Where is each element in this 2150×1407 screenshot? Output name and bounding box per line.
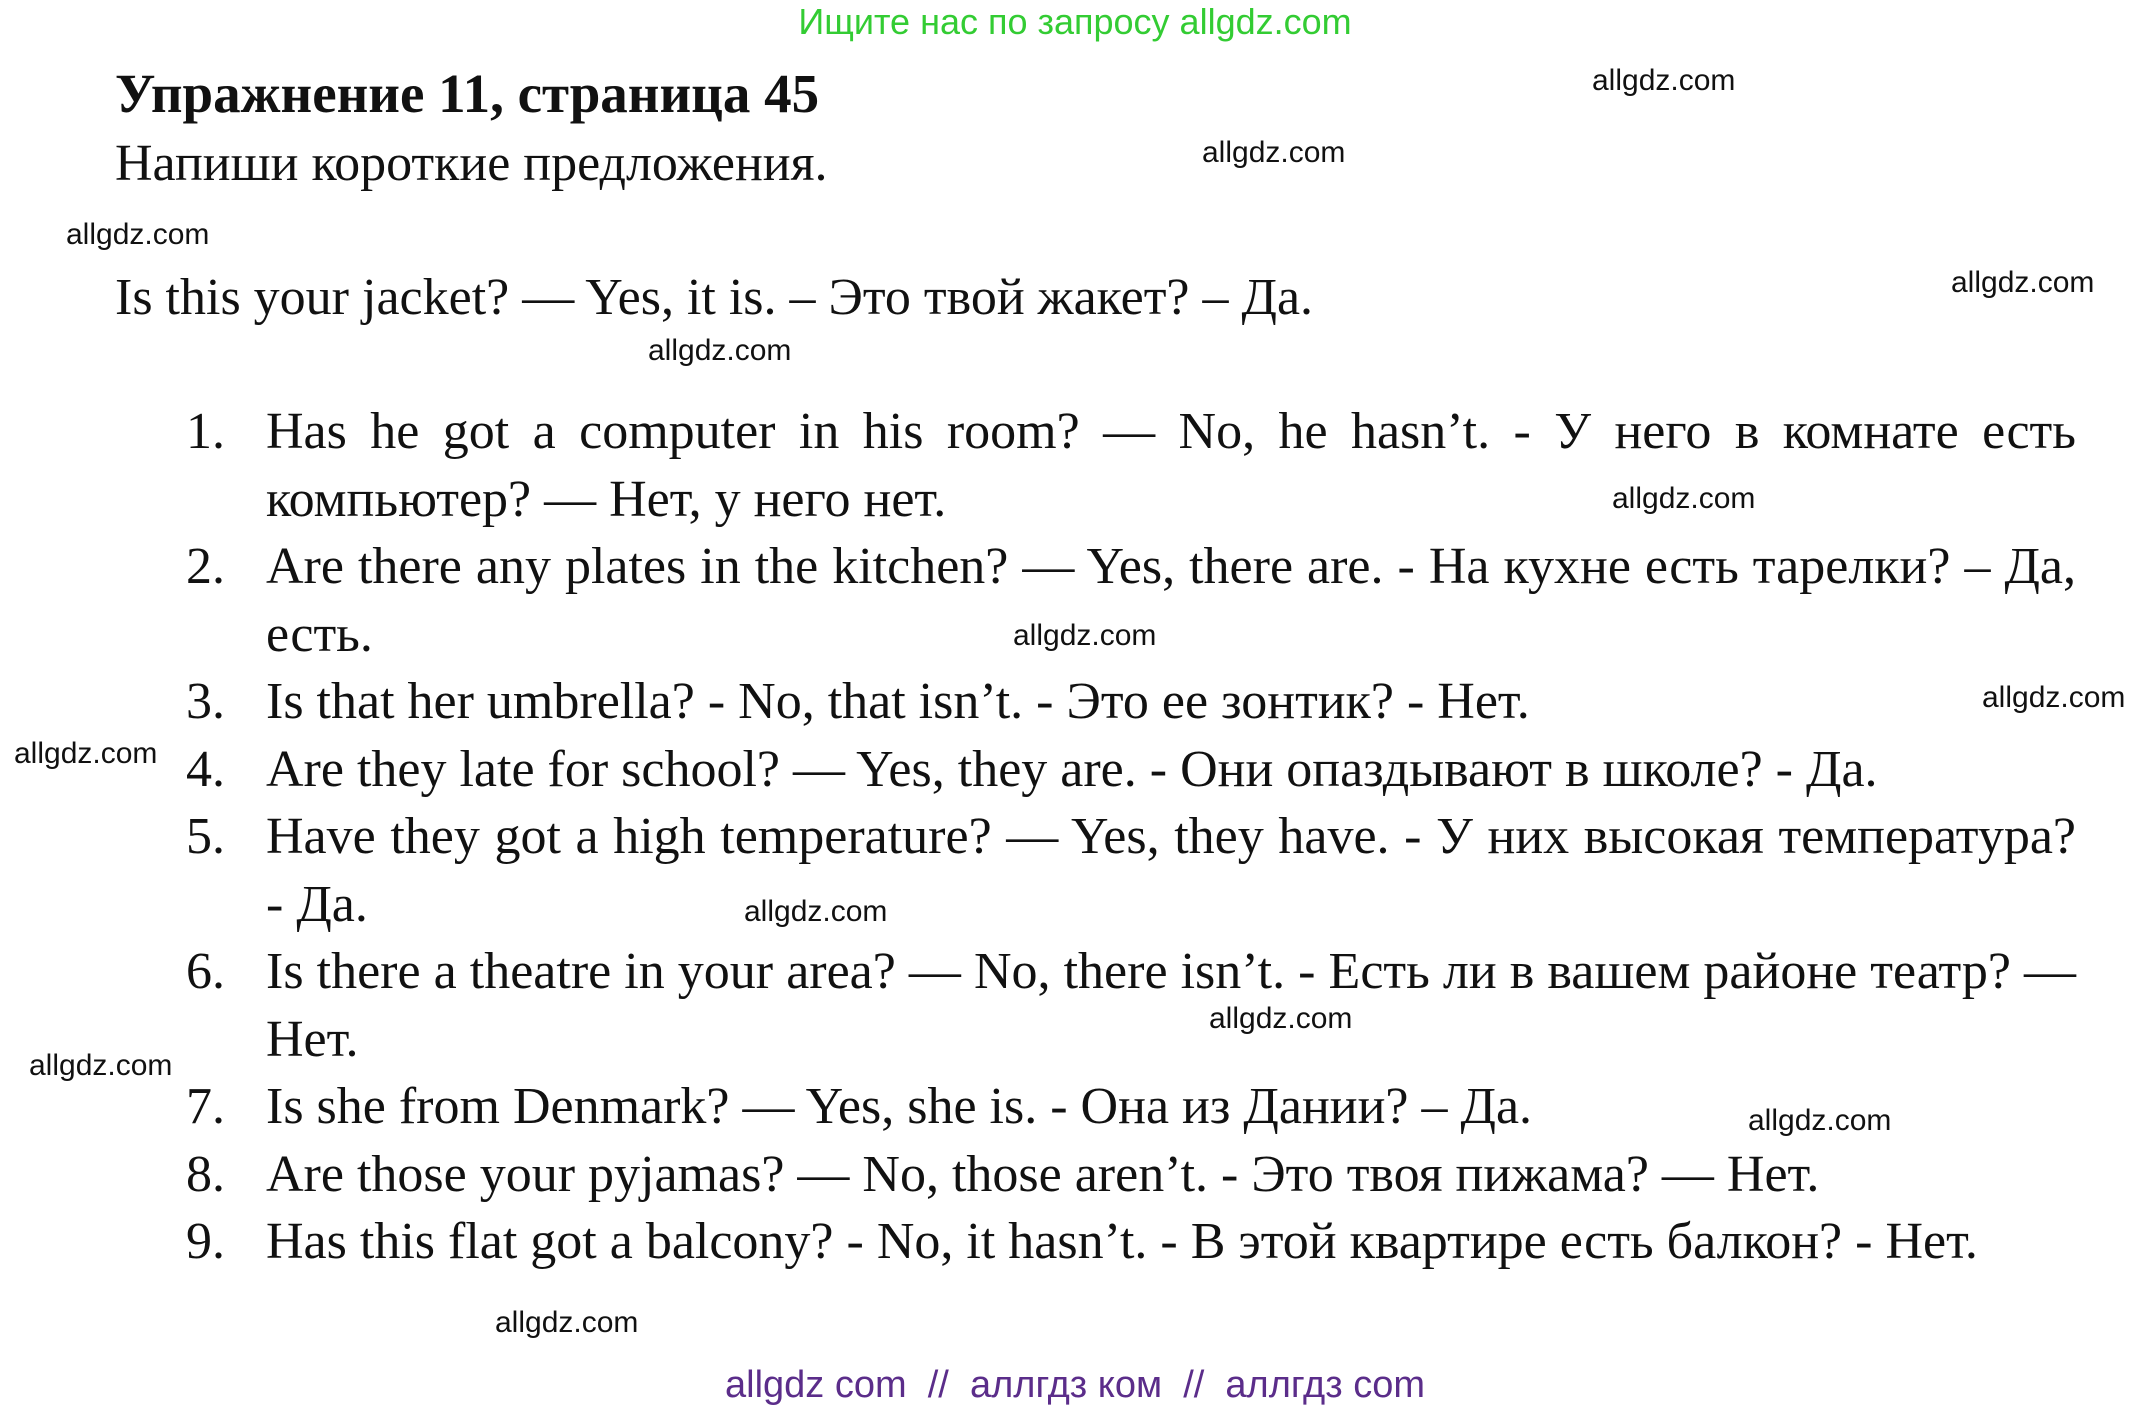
watermark: allgdz.com bbox=[1951, 266, 2095, 299]
item-number: 4. bbox=[186, 740, 225, 798]
watermark: allgdz.com bbox=[1748, 1104, 1892, 1137]
watermark: allgdz.com bbox=[648, 334, 792, 367]
item-number: 2. bbox=[186, 538, 225, 595]
item-number: 5. bbox=[186, 808, 225, 865]
item-text: Are those your pyjamas? — No, those aren’t. - Это твоя пижама? — Нет. bbox=[266, 1145, 1820, 1203]
exercise-instruction: Напиши короткие предложения. bbox=[115, 135, 828, 192]
item-number: 1. bbox=[186, 403, 225, 460]
watermark: allgdz.com bbox=[66, 218, 210, 251]
item-number: 6. bbox=[186, 943, 225, 1000]
list-item bbox=[186, 1141, 2076, 1209]
item-text: Is that her umbrella? - No, that isn’t. - Это ее зонтик? - Нет. bbox=[266, 673, 1530, 730]
list-item bbox=[186, 803, 2076, 938]
item-text: Is she from Denmark? — Yes, she is. - Она из Дании? – Да. bbox=[266, 1078, 1533, 1135]
list-item bbox=[186, 668, 2076, 736]
item-number: 7. bbox=[186, 1078, 225, 1135]
item-text: Are they late for school? — Yes, they are. - Они опаздывают в школе? - Да. bbox=[266, 740, 1878, 798]
watermark: allgdz.com bbox=[1592, 64, 1736, 97]
item-number: 9. bbox=[186, 1213, 225, 1270]
exercise-title: Упражнение 11, страница 45 bbox=[115, 63, 820, 124]
item-text: Is there a theatre in your area? — No, there isn’t. - Есть ли в вашем районе театр? — Нет. bbox=[266, 943, 2076, 1068]
example-sentence: Is this your jacket? — Yes, it is. – Это твой жакет? – Да. bbox=[115, 269, 1314, 326]
watermark: allgdz.com bbox=[1209, 1002, 1353, 1035]
item-text: Has this flat got a balcony? - No, it hasn’t. - В этой квартире есть балкон? - Нет. bbox=[266, 1213, 1978, 1270]
watermark: allgdz.com bbox=[1202, 136, 1346, 169]
top-banner: Ищите нас по запросу allgdz.com bbox=[798, 1, 1352, 42]
list-item bbox=[186, 398, 2076, 533]
list-item bbox=[186, 736, 2076, 804]
watermark: allgdz.com bbox=[1013, 619, 1157, 652]
item-number: 8. bbox=[186, 1145, 225, 1203]
watermark: allgdz.com bbox=[1982, 681, 2126, 714]
item-text: Has he got a computer in his room? — No, he hasn’t. - У него в комнате есть компьютер? — Нет, у него нет. bbox=[266, 403, 2076, 528]
footer-links: allgdz com // аллгдз ком // аллгдз com bbox=[725, 1364, 1425, 1406]
item-text: Are there any plates in the kitchen? — Yes, there are. - На кухне есть тарелки? – Да, есть. bbox=[266, 538, 2076, 663]
list-item bbox=[186, 938, 2076, 1073]
answers-list bbox=[186, 398, 2076, 1276]
watermark: allgdz.com bbox=[1612, 482, 1756, 515]
list-item bbox=[186, 1208, 2076, 1276]
watermark: allgdz.com bbox=[744, 895, 888, 928]
item-text: Have they got a high temperature? — Yes, they have. - У них высокая температура? - Да. bbox=[266, 808, 2076, 933]
watermark: allgdz.com bbox=[495, 1306, 639, 1339]
watermark: allgdz.com bbox=[14, 737, 158, 770]
watermark: allgdz.com bbox=[29, 1049, 173, 1082]
item-number: 3. bbox=[186, 673, 225, 730]
